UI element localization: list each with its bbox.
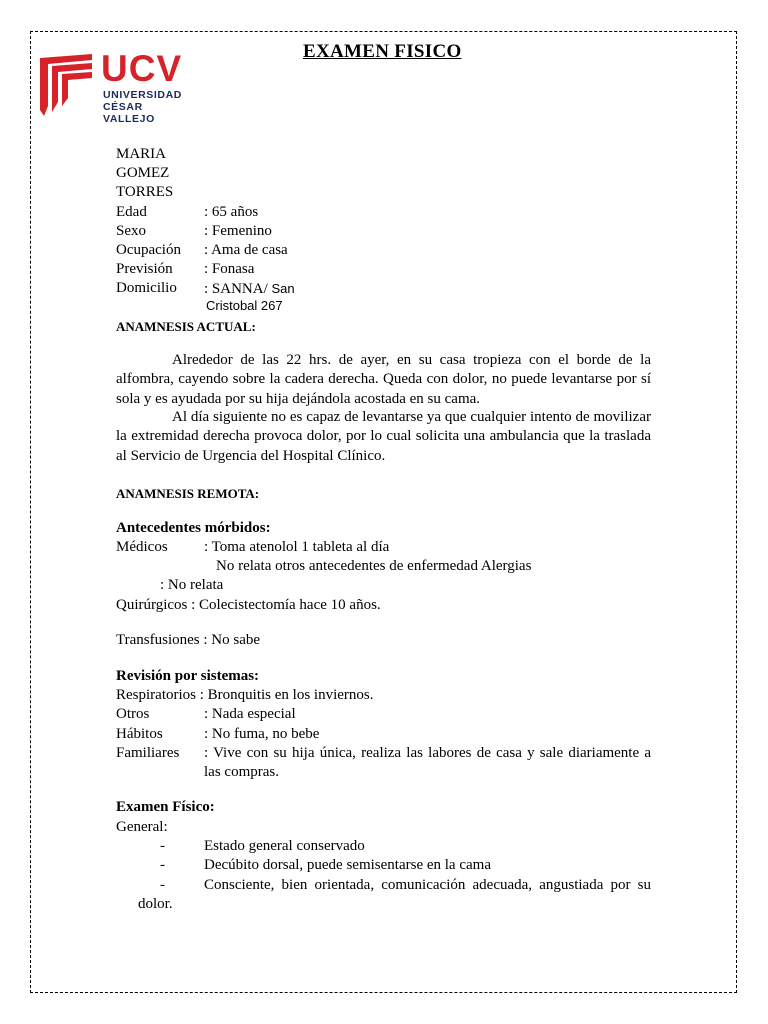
general-label: General: (116, 819, 168, 835)
page-title: EXAMEN FISICO (303, 41, 462, 62)
field-value-sexo: : Femenino (204, 223, 272, 239)
domicilio-value-part: : SANNA/ (204, 281, 268, 297)
anamnesis-actual-heading: ANAMNESIS ACTUAL: (116, 319, 256, 334)
habitos-label: Hábitos (116, 726, 163, 742)
ucv-shield-icon (40, 54, 96, 116)
ucv-logo (40, 48, 190, 125)
anamnesis-remota-heading: ANAMNESIS REMOTA: (116, 486, 260, 501)
patient-name-line: GOMEZ (116, 165, 170, 181)
patient-name-line: MARIA (116, 146, 167, 162)
field-value-edad: : 65 años (204, 204, 259, 220)
otros-value: : Nada especial (204, 706, 296, 722)
otros-label: Otros (116, 706, 150, 722)
bullet-item: Estado general conservado (204, 838, 365, 854)
field-label-edad: Edad (116, 204, 147, 220)
bullet-dash: - (160, 838, 165, 854)
habitos-value: : No fuma, no bebe (204, 726, 320, 742)
paragraph-text: Alrededor de las 22 hrs. de ayer, en su casa tropieza con el borde de la alfombra, cayendo sobre la cadera derecha. Queda con dolor, no puede levantarse por sí sola y es ayudada por su hija dejándola acostada en su cama. (116, 352, 651, 407)
familiares-line2: las compras. (204, 764, 279, 780)
familiares-value: : Vive con su hija única, realiza las labores de casa y sale diariamente a (204, 745, 651, 761)
quirurgicos-line: Quirúrgicos : Colecistectomía hace 10 años. (116, 597, 381, 613)
domicilio-value-extra: San (271, 281, 295, 296)
field-value-ocupacion: : Ama de casa (204, 242, 288, 258)
medicos-value: : Toma atenolol 1 tableta al día (204, 539, 390, 555)
anamnesis-actual-paragraph-2 (116, 408, 651, 466)
bullet-continuation: dolor. (138, 896, 173, 912)
transfusiones-line: Transfusiones : No sabe (116, 632, 261, 648)
anamnesis-actual-paragraph-1 (116, 351, 651, 409)
bullet-dash: - (160, 877, 165, 893)
logo-line-2: CÉSAR VALLEJO (103, 101, 155, 125)
familiares-label: Familiares (116, 745, 180, 761)
field-label-sexo: Sexo (116, 223, 146, 239)
field-label-ocupacion: Ocupación (116, 242, 181, 258)
field-label-domicilio: Domicilio (116, 280, 177, 296)
field-label-prevision: Previsión (116, 261, 173, 277)
antecedentes-heading: Antecedentes mórbidos: (116, 520, 271, 536)
examen-heading: Examen Físico: (116, 799, 215, 815)
medicos-line2: No relata otros antecedentes de enfermedad Alergias (216, 558, 532, 574)
domicilio-value-line2: Cristobal 267 (206, 298, 283, 313)
logo-line-1: UNIVERSIDAD (103, 89, 182, 101)
field-value-prevision: : Fonasa (204, 261, 255, 277)
respiratorios-line: Respiratorios : Bronquitis en los inviernos. (116, 687, 374, 703)
medicos-label: Médicos (116, 539, 168, 555)
logo-acronym: UCV (101, 48, 183, 89)
revision-heading: Revisión por sistemas: (116, 668, 260, 684)
paragraph-text: Al día siguiente no es capaz de levantarse ya que cualquier intento de movilizar la extremidad derecha provoca dolor, por lo cual solicita una ambulancia que la traslada al Servicio de Urgencia del Hospital Clínico. (116, 409, 651, 464)
bullet-item: Decúbito dorsal, puede semisentarse en la cama (204, 857, 491, 873)
bullet-item: Consciente, bien orientada, comunicación adecuada, angustiada por su (204, 877, 651, 893)
patient-name-line: TORRES (116, 184, 174, 200)
alergias-value: : No relata (160, 577, 224, 593)
bullet-dash: - (160, 857, 165, 873)
field-value-domicilio (204, 279, 295, 299)
